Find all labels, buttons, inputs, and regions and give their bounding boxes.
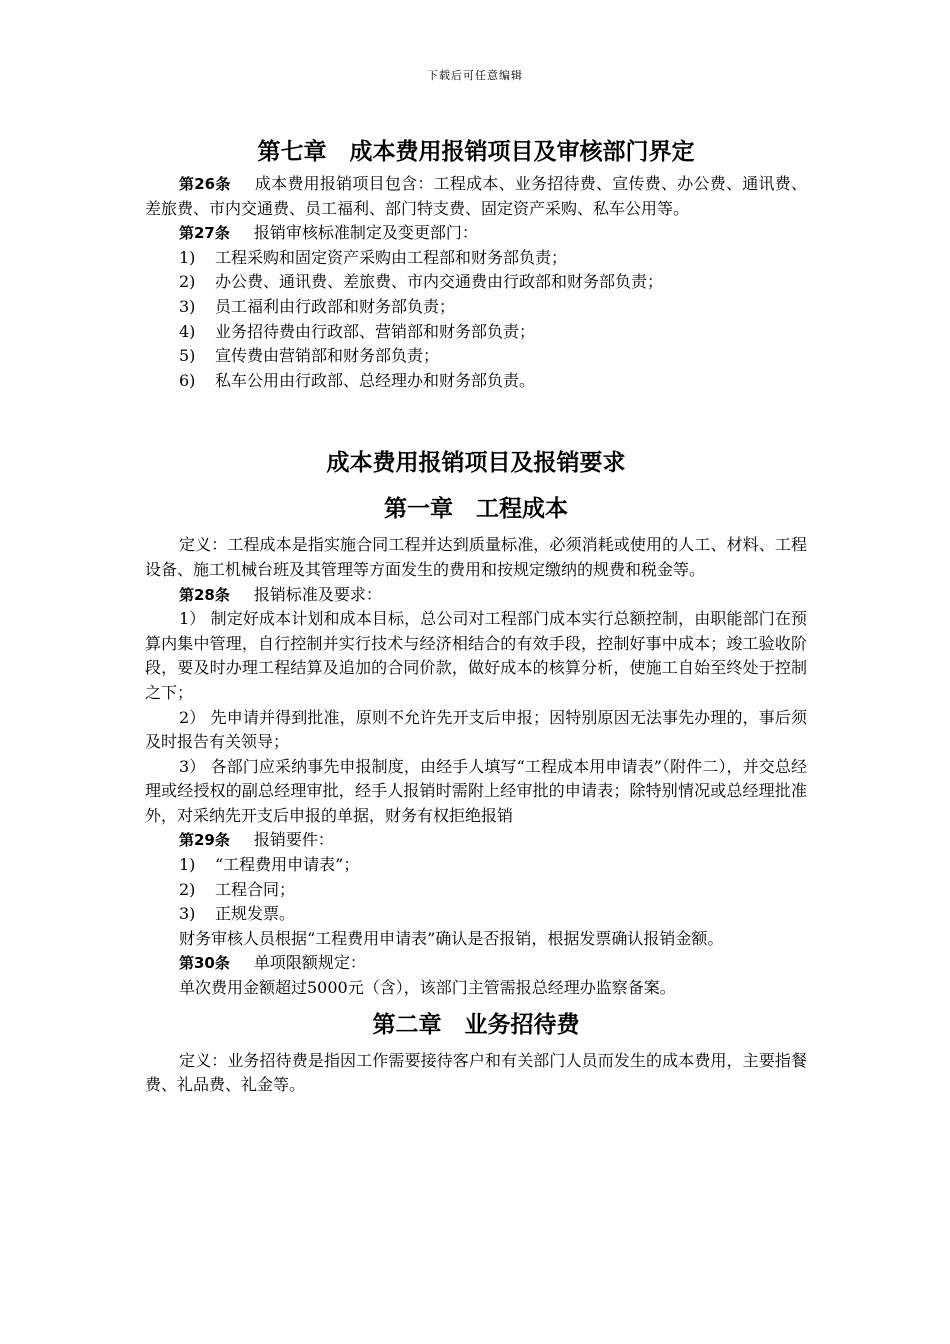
article-29-label: 第29条 xyxy=(179,831,230,850)
article-29-note: 财务审核人员根据“工程费用申请表”确认是否报销，根据发票确认报销金额。 xyxy=(179,928,724,948)
article-27-label: 第27条 xyxy=(179,224,230,243)
list-item: 6) 私车公用由行政部、总经理办和财务部负责。 xyxy=(179,370,536,390)
list-item: 1) “工程费用申请表”； xyxy=(179,855,360,875)
article-27-text: 报销审核标准制定及变更部门： xyxy=(253,223,478,243)
article-26 xyxy=(145,172,807,221)
article-27 xyxy=(145,221,807,246)
list-item: 3) 员工福利由行政部和财务部负责； xyxy=(179,296,456,316)
article-30 xyxy=(145,951,807,976)
list-item: 5) 宣传费由营销部和财务部负责； xyxy=(179,346,440,366)
section-title: 成本费用报销项目及报销要求 xyxy=(326,450,626,477)
article-30-label: 第30条 xyxy=(179,954,230,973)
article-26-text: 成本费用报销项目包含：工程成本、业务招待费、宣传费、办公费、通讯费、差旅费、市内交通费、员工福利、部门特支费、固定资产采购、私车公用等。 xyxy=(145,174,807,218)
article-29 xyxy=(145,828,807,853)
article-28-item: 3） 各部门应采纳事先申报制度，由经手人填写“工程成本用申请表”（附件二），并交总经理或经授权的副总经理审批，经手人报销时需附上经审批的申请表；除特别情况或总经理批准外，对采纳先开支后申报的单据，财务有权拒绝报销 xyxy=(145,756,807,825)
chapter2-title: 第二章 业务招待费 xyxy=(372,1011,580,1038)
chapter1-definition: 定义：工程成本是指实施合同工程并达到质量标准，必须消耗或使用的人工、材料、工程设备、施工机械台班及其管理等方面发生的费用和按规定缴纳的规费和税金等。 xyxy=(145,535,807,579)
document-body xyxy=(145,132,807,1098)
list-item: 2) 工程合同； xyxy=(179,879,296,899)
article-28-item: 1） 制定好成本计划和成本目标，总公司对工程部门成本实行总额控制，由职能部门在预算内集中管理，自行控制并实行技术与经济相结合的有效手段，控制好事中成本；竣工验收阶段，要及时办理工程结算及追加的合同价款，做好成本的核算分析，使施工自始至终处于控制之下； xyxy=(145,609,807,702)
chapter7-title: 第七章 成本费用报销项目及审核部门界定 xyxy=(257,139,695,165)
article-28-item: 2） 先申请并得到批准，原则不允许先开支后申报；因特别原因无法事先办理的，事后须及时报告有关领导； xyxy=(145,707,807,752)
chapter1-title: 第一章 工程成本 xyxy=(384,496,568,523)
article-29-text: 报销要件： xyxy=(253,830,334,850)
page-header: 下载后可任意编辑 xyxy=(427,69,523,82)
article-28-label: 第28条 xyxy=(179,585,230,604)
list-item: 3) 正规发票。 xyxy=(179,904,296,924)
list-item: 4) 业务招待费由行政部、营销部和财务部负责； xyxy=(179,321,536,341)
chapter2-definition: 定义：业务招待费是指因工作需要接待客户和有关部门人员而发生的成本费用，主要指餐费、礼品费、礼金等。 xyxy=(145,1050,807,1095)
article-30-text: 单项限额规定： xyxy=(253,953,366,973)
article-28 xyxy=(145,583,807,608)
article-26-label: 第26条 xyxy=(179,175,231,193)
list-item: 1) 工程采购和固定资产采购由工程部和财务部负责； xyxy=(179,247,568,267)
article-30-body: 单次费用金额超过5000元（含），该部门主管需报总经理办监察备案。 xyxy=(179,978,676,998)
list-item: 2) 办公费、通讯费、差旅费、市内交通费由行政部和财务部负责； xyxy=(179,272,664,292)
article-28-text: 报销标准及要求： xyxy=(253,584,382,604)
